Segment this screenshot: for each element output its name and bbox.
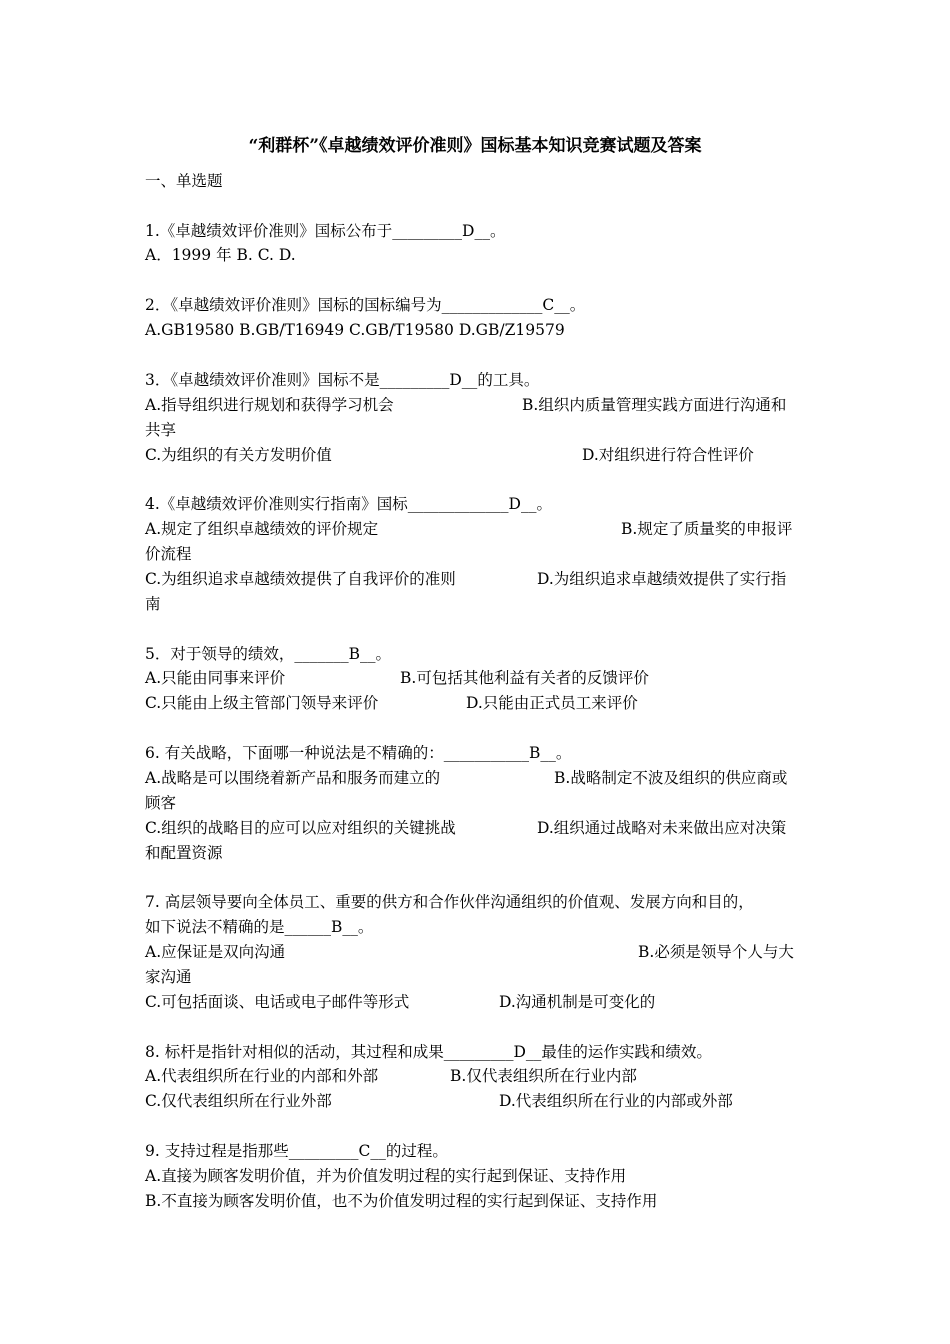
option-continuation: 和配置资源	[145, 844, 223, 862]
question-7-continued	[145, 916, 373, 938]
answer-blank: _____________C__	[441, 296, 570, 314]
question-end: 。	[536, 495, 552, 513]
answer-blank: _________D__	[443, 1043, 542, 1061]
question-3	[145, 369, 539, 391]
option-b: B.战略制定不波及组织的供应商或	[554, 769, 788, 787]
answer-blank: ___________B__	[443, 744, 556, 762]
question-9	[145, 1140, 448, 1162]
option-a: A.规定了组织卓越绩效的评价规定	[145, 520, 379, 538]
option-c: C.只能由上级主管部门领导来评价	[145, 694, 379, 712]
answer-blank: _____________D__	[407, 495, 537, 513]
question-text: 2．《卓越绩效评价准则》国标的国标编号为	[145, 296, 442, 314]
option-a: A.直接为顾客发明价值，并为价值发明过程的实行起到保证、支持作用	[145, 1167, 627, 1185]
option-c: C.组织的战略目的应可以应对组织的关键挑战	[145, 819, 456, 837]
option-c: C.为组织的有关方发明价值	[145, 446, 332, 464]
option-b: B.组织内质量管理实践方面进行沟通和	[522, 396, 787, 414]
option-continuation: 南	[145, 595, 161, 613]
question-text: 4.《卓越绩效评价准则实行指南》国标	[145, 495, 408, 513]
option-a: A.战略是可以围绕着新产品和服务而建立的	[145, 769, 441, 787]
answer-blank: _________D__	[392, 222, 490, 240]
question-text: 6. 有关战略，下面哪一种说法是不精确的：	[145, 744, 444, 762]
question-end: 的过程。	[385, 1142, 448, 1160]
option-b: B.规定了质量奖的申报评	[621, 520, 793, 538]
question-1	[145, 220, 506, 242]
option-d: D.对组织进行符合性评价	[582, 446, 754, 464]
option-b: B.可包括其他利益有关者的反馈评价	[400, 669, 649, 687]
option-b: B.仅代表组织所在行业内部	[450, 1067, 637, 1085]
option-d: D.为组织追求卓越绩效提供了实行指	[537, 570, 787, 588]
question-end: 。	[375, 645, 392, 663]
option-b: B.必须是领导个人与大	[638, 943, 794, 961]
question-7: 7. 高层领导要向全体员工、重要的供方和合作伙伴沟通组织的价值观、发展方向和目的，	[145, 893, 754, 911]
document-title: “利群杯”《卓越绩效评价准则》国标基本知识竞赛试题及答案	[248, 136, 702, 156]
option-a: A.只能由同事来评价	[145, 669, 286, 687]
question-end: 最佳的运作实践和绩效。	[541, 1043, 712, 1061]
question-end: 。	[489, 222, 506, 240]
option-c: C.可包括面谈、电话或电子邮件等形式	[145, 993, 410, 1011]
question-end: 的工具。	[477, 371, 540, 389]
question-end: 。	[569, 296, 586, 314]
option-a: A.代表组织所在行业的内部和外部	[145, 1067, 379, 1085]
option-continuation: 顾客	[145, 794, 177, 812]
question-text: 3．《卓越绩效评价准则》国标不是	[145, 371, 380, 389]
question-6	[145, 742, 571, 764]
question-text: 5．对于领导的绩效，	[145, 645, 295, 663]
question-text: 8. 标杆是指针对相似的活动，其过程和成果	[145, 1043, 444, 1061]
question-text: 如下说法不精确的是	[145, 918, 285, 936]
option-a: A.应保证是双向沟通	[145, 943, 286, 961]
option-c: C.为组织追求卓越绩效提供了自我评价的准则	[145, 570, 456, 588]
option-a: A.指导组织进行规划和获得学习机会	[145, 396, 394, 414]
question-1-options: A．1999 年 B. C. D.	[145, 246, 296, 264]
option-d: D.组织通过战略对未来做出应对决策	[537, 819, 787, 837]
option-b: B.不直接为顾客发明价值，也不为价值发明过程的实行起到保证、支持作用	[145, 1192, 658, 1210]
option-continuation: 价流程	[145, 545, 192, 563]
option-continuation: 家沟通	[145, 968, 192, 986]
question-2-options: A.GB19580 B.GB/T16949 C.GB/T19580 D.GB/Z19579	[145, 321, 565, 339]
option-d: D.沟通机制是可变化的	[499, 993, 656, 1011]
answer-blank: ______B__	[284, 918, 358, 936]
answer-blank: _________C__	[288, 1142, 386, 1160]
section-heading: 一、单选题	[145, 172, 223, 190]
question-end: 。	[357, 918, 374, 936]
question-end: 。	[555, 744, 572, 762]
option-d: D.代表组织所在行业的内部或外部	[499, 1092, 733, 1110]
option-d: D.只能由正式员工来评价	[466, 694, 638, 712]
question-2	[145, 294, 585, 316]
question-4	[145, 493, 552, 515]
question-text: 9. 支持过程是指那些	[145, 1142, 289, 1160]
option-continuation: 共享	[145, 421, 177, 439]
question-text: 1.《卓越绩效评价准则》国标公布于	[145, 222, 393, 240]
question-8	[145, 1041, 712, 1063]
answer-blank: _________D__	[379, 371, 478, 389]
answer-blank: _______B__	[294, 645, 376, 663]
question-5	[145, 643, 391, 665]
option-c: C.仅代表组织所在行业外部	[145, 1092, 332, 1110]
